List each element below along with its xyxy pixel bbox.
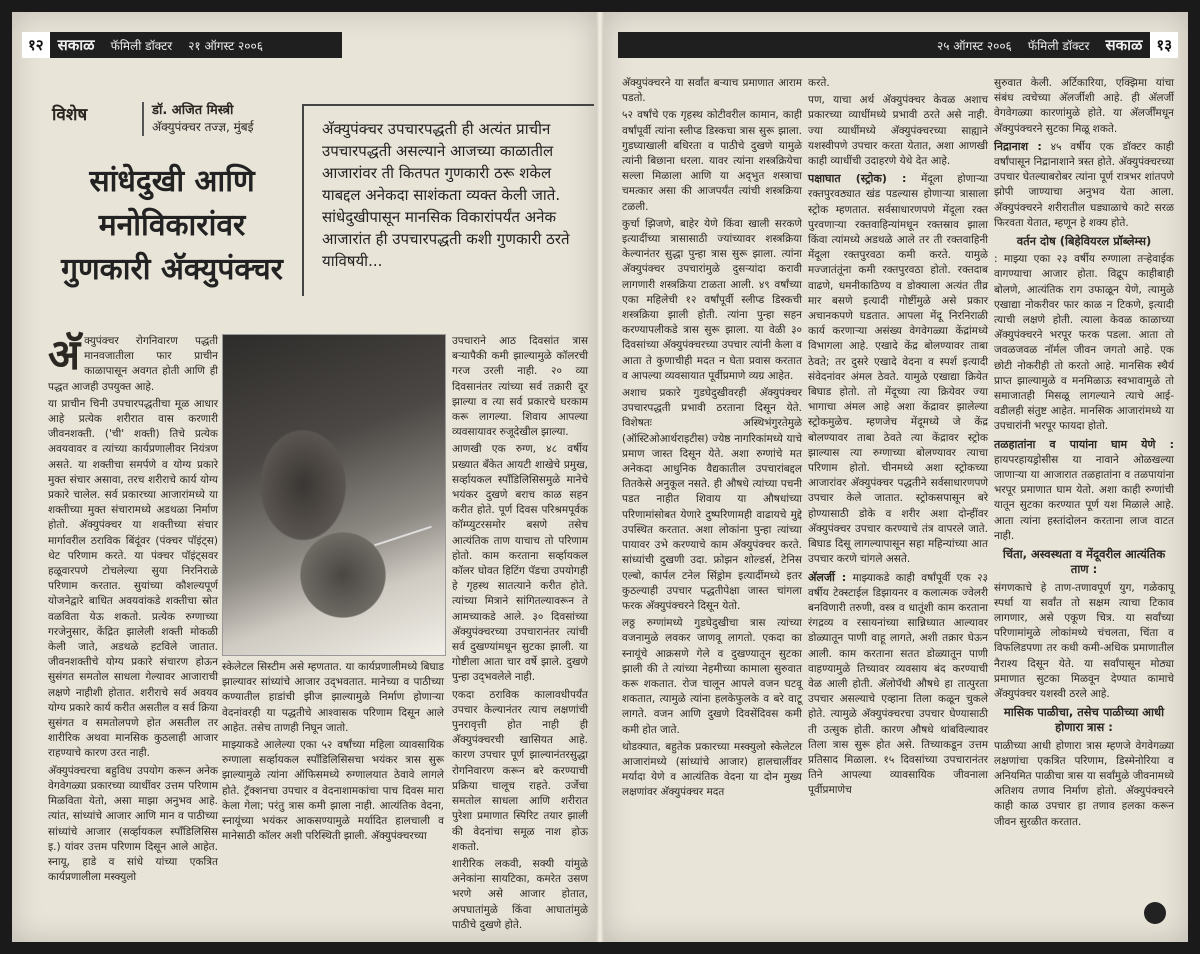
acupuncture-photo [222, 334, 446, 656]
paragraph: अ‍ॅक्युपंक्चरने या सर्वांत बऱ्याच प्रमाणात आराम पडतो. [622, 77, 802, 105]
paragraph: ४५ वर्षीय एक डॉक्टर काही वर्षांपासून निद्रानाशाने त्रस्त होते. अ‍ॅक्युपंक्चरच्या उपचार घेतल्याबरोबर त्यांना पूर्ण रात्रभर शांतपणे झोपी जाण्याचा अनुभव येता आला. अ‍ॅक्युपंक्चरने शरीरातील घड्याळाचे काटे सरळ फिरवता येतात, म्हणून हे शक्य होते. [994, 140, 1174, 229]
paragraph: संगणकाचे हे ताण-तणावपूर्ण युग, गळेकापू स्पर्धा या सर्वांत तो सक्षम त्याचा टिकाव लागणार, असे एकूण चित्र. या सर्वांच्या परिणामांमुळे लोकांमध्ये चंचलता, चिंता व विफलिडपणा तर कधी कमी-अधिक प्रमाणातील नैराश्य दिसून येते. या सर्वांपासून मोठ्या प्रमाणात सुटका मिळवून देण्यात कामाचे अ‍ॅक्युपंक्चर यशस्वी ठरले आहे. [994, 581, 1174, 700]
header-section: फॅमिली डॉक्टर [110, 38, 173, 53]
deck-text: अ‍ॅक्युपंक्चर उपचारपद्धती ही अत्यंत प्राचीन उपचारपद्धती असल्याने आजच्या काळातील आजारांवर ती कितपत गुणकारी ठरू शकेल याबद्दल अनेकदा साशंकता व्यक्त केली जाते. सांधेदुखीपासून मानसिक विकारांपर्यंत अनेक आजारांत ही उपचारपद्धती कशी गुणकारी ठरते याविषयी... [302, 104, 594, 296]
newspaper-spread [12, 12, 1188, 942]
paragraph: अशाच प्रकारे गुडघेदुखीवरही अ‍ॅक्युपंक्चर उपचारपद्धती प्रभावी ठरताना दिसून येते. विशेषतः अस्थिभंगुरतेमुळे (ऑस्टिओआर्थराइटीस) ज्येष्ठ नागरिकांमध्ये याचे प्रमाण जास्त दिसून येते. अशा रुग्णांचे मत अनेकदा आधुनिक वैद्यकातील उपचारांबद्दल तितकेसे अनुकूल नसते. ही औषधे त्यांच्या पचनी पडत नाहीत शिवाय या औषधांच्या परिणामांसोबत येणारे दुष्परिणामही वाढायचे मुद्दे उपस्थित करतात. अशा लोकांना पुन्हा त्यांच्या पायावर उभे करण्याचे काम अ‍ॅक्युपंक्चर करते. सांध्यांची दुखणी उदा. फ्रोझन शोल्डर्स, टेनिस एल्बो, कार्पल टनेल सिंड्रोम इत्यादींमध्ये इतर कुठल्याही उपचार पद्धतीपेक्षा जास्त चांगला फरक अ‍ॅक्युपंक्चरने दिसून येतो. [622, 387, 802, 612]
paragraph: माझ्याकडे काही वर्षांपूर्वी एक २३ वर्षीय टेक्स्टाईल डिझायनर व कलात्मक ज्वेलरी बनविणारी तरुणी, वस्त्र व धातूंशी काम करताना रंगद्रव्य व रसायनांच्या सान्निध्यात आल्यावर डोळ्यातून पाणी वाहू लागते, अशी तक्रार घेऊन आली. काम करताना सतत डोळ्यातून पाणी वाहण्यामुळे तिच्यावर व्यवसाय बंद करण्याची वेळ आली होती. अ‍ॅलोपॅथी औषधे हा तात्पुरता उपचार असल्याचे एव्हाना तिला कळून चुकले होते. त्यामुळे अ‍ॅक्युपंक्चरचा उपचार घेण्यासाठी ती उत्सुक होती. कारण औषधे थांबविल्यावर तिला त्रास सुरू होत असे. तिच्याकडून उत्तम प्रतिसाद मिळाला. १५ दिवसांच्या उपचारानंतर तिने आपल्या व्यावसायिक जीवनाला पूर्वीप्रमाणेच [808, 571, 988, 797]
right-header-bar [618, 32, 1178, 58]
paragraph: : माझ्या एका २३ वर्षीय रुग्णाला तऱ्हेवाईक वागण्याचा आजार होता. विद्रूप काहीबाही बोलणे, आत्यंतिक राग उफाळून येणे, त्यामुळे एखाद्या नोकरीवर फार काळ न टिकणे, इत्यादी त्याची लक्षणे होती. त्याला केवळ काळाच्या अ‍ॅक्युपंक्चरने भरपूर फरक पडला. आता तो जवळजवळ नॉर्मल जीवन जगतो आहे. एक छोटी नोकरीही तो करतो आहे. मानसिक स्थैर्य प्राप्त झाल्यामुळे व मनमिळाऊ स्वभावामुळे तो समाजातही मिसळू लागल्याने त्याचे आई-वडीलही संतुष्ट आहेत. मानसिक आजारांमध्ये या उपचारांनी भरपूर फायदा होतो. [994, 253, 1174, 433]
paragraph: पण, याचा अर्थ अ‍ॅक्युपंक्चर केवळ अशाच प्रकारच्या व्याधींमध्ये प्रभावी ठरते असे नाही. ज्या व्याधींमध्ये अ‍ॅक्युपंक्चरच्या साह्याने यशस्वीपणे उपचार करता येतात, अशा आणखी काही व्याधींची उदाहरणे येथे देत आहे. [808, 94, 988, 168]
paragraph: थोडक्यात, बहुतेक प्रकारच्या मस्क्युलो स्केलेटल आजारांमध्ये (सांध्यांचे आजार) हालचालींवर मर्यादा येणे व आत्यंतिक वेदना या दोन मुख्य लक्षणांवर अ‍ॅक्युपंक्चर मदत [622, 740, 802, 799]
left-header-bar [22, 32, 342, 58]
paragraph: या प्राचीन चिनी उपचारपद्धतीचा मूळ आधार आहे प्रत्येक शरीरात वास करणारी जीवनशक्ती. ('ची' शक्ती) तिचे प्रत्येक अवयवावर व त्यांच्या कार्यप्रणालीवर नियंत्रण असते. या शक्तीचा समर्पणे व योग्य प्रकारे मुक्त संचार असावा, तरच शरीराचे कार्य योग्य प्रकारे चालेल. सर्व प्रकारच्या आजारांमध्ये या शक्तीच्या मुक्त संचारामध्ये अडथळा निर्माण होतो. अ‍ॅक्युपंक्चर या शक्तीच्या संचार मार्गावरील ठराविक बिंदूंवर (पंक्चर पॉइंट्स) थेट परिणाम करते. या पंक्चर पॉइंट्सवर हळूवारपणे टोचलेल्या सुया निरनिराळे परिणाम करतात. सुयांच्या कौशल्यपूर्ण योजनेद्वारे बाधित अवयवांकडे शक्तीचा स्रोत वळविता येऊ शकतो. प्रत्येक रुग्णाच्या गरजेनुसार, केंद्रित झालेली शक्ती मोकळी केली जाते, अडथळे हटविले जातात. जीवनशक्तीचे योग्य प्रकारे संचारण होऊन सुसंगत समतोल साधला गेल्यावर आजाराची लक्षणे नाहीशी होतात. शरीराचे सर्व अवयव योग्य प्रकारे कार्य करीत असतील व सर्व क्रिया सुसंगत व समतोलपणे होत असतील तर शारीरिक अथवा मानसिक कुठलाही आजार राहण्याचे कारण उरत नाही. [48, 397, 218, 760]
paragraph: पाळीच्या आधी होणारा त्रास म्हणजे वेगवेगळ्या लक्षणांचा एकत्रित परिणाम, डिस्मेनोरिया व अनियमित पाळीचा त्रास या सर्वांमुळे जीवनामध्ये अतिशय तणाव निर्माण होतो. अ‍ॅक्युपंक्चरने काही काळ उपचार हा तणाव हलका करून जीवन सुरळीत करतात. [994, 739, 1174, 828]
subheading-insomnia: निद्रानाश : [994, 139, 1042, 153]
right-page [604, 12, 1188, 942]
author-title: अ‍ॅक्युपंक्चर तज्ज्ञ, मुंबई [152, 120, 254, 134]
end-mark-icon [1144, 902, 1166, 924]
right-column-3 [994, 76, 1174, 924]
right-column-1 [622, 76, 802, 924]
subheading-stress: चिंता, अस्वस्थता व मेंदूवरील आत्यंतिक ताण : [1002, 547, 1166, 577]
page-number: १२ [22, 32, 50, 58]
subheading-menstrual: मासिक पाळीचा, तसेच पाळीच्या आधी होणारा त्रास : [1003, 705, 1165, 735]
left-page [12, 12, 596, 942]
subheading-behaviour: वर्तन दोष (बिहेवियरल प्रॉब्लेम्स) [1016, 234, 1152, 249]
left-column-3 [452, 334, 588, 931]
headline: सांधेदुखी आणि मनोविकारांवर गुणकारी अ‍ॅक्युपंक्चर [61, 164, 283, 287]
subheading-allergy: अ‍ॅलर्जी : [808, 570, 847, 584]
header-section: फॅमिली डॉक्टर [1027, 38, 1090, 53]
paragraph: लठ्ठ रुग्णांमध्ये गुडघेदुखीचा त्रास त्यांच्या वजनामुळे लवकर जाणवू लागतो. एकदा का स्नायूंचे आक्रसणे गेले व दुखण्यातून सुटका झाली की ते त्यांच्या नेहमीच्या कामाला सुरुवात करू शकतात. रोज चालून आपले वजन घटवू शकतात, त्यामुळे त्यांना हलकेफुलके व बरे वाटू लागते. वजन आणि दुखणे दिवसेंदिवस कमी कमी होत जाते. [622, 617, 802, 736]
page-number: १३ [1150, 32, 1178, 58]
paragraph: स्केलेटल सिस्टीम असे म्हणतात. या कार्यप्रणालीमध्ये बिघाड झाल्यावर सांध्यांचे आजार उद्‍भवतात. मानेच्या व पाठीच्या कण्यातील हाडांची झीज झाल्यामुळे निर्माण होणाऱ्या वेदनांवरही या पद्धतीचे आश्वासक परिणाम दिसून आले आहेत. तसेच ताणही निघून जातो. [222, 661, 444, 734]
left-column-1 [48, 330, 218, 924]
paragraph: करते. [808, 77, 830, 89]
header-date: २१ ऑगस्ट २००६ [188, 38, 264, 53]
page-gutter [596, 12, 604, 942]
paragraph: मेंदूला होणाऱ्या रक्तपुरवठ्यात खंड पडल्यास होणाऱ्या त्रासाला स्ट्रोक म्हणतात. सर्वसाधारणपणे मेंदूला रक्त पुरवणाऱ्या रक्तवाहिन्यांमधून रक्तस्राव झाला किंवा त्यांमध्ये अडथळे आले तर ती रक्तवाहिनी मेंदूला रक्तपुरवठा कमी करते. यामुळे मज्जातंतूंना कमी रक्तपुरवठा होतो. रक्तदाब वाढणे, धमनीकाठिण्य व डोक्याला अत्यंत तीव्र मार बसणे इत्यादी गोष्टींमुळे असे प्रकार अचानकपणे घडतात. आपला मेंदू निरनिराळी कार्य करणाऱ्या असंख्य वेगवेगळ्या केंद्रांमध्ये विभागला आहे. एखादे केंद्र बोलण्यावर ताबा ठेवते; तर दुसरे एखादे वेदना व स्पर्श इत्यादी संवेदनांवर अंमल ठेवते. यामुळे एखाद्या क्रियेत बिघाड होतो. तो मेंदूच्या त्या क्रियेवर ज्या भागाचा अंमल आहे अशा केंद्रावर झालेल्या स्ट्रोकमुळेच. म्हणजेच मेंदूमध्ये जे केंद्र बोलण्यावर ताबा ठेवते त्या केंद्रावर स्ट्रोक झाल्यास त्या रुग्णाच्या बोलण्यावर त्याचा परिणाम होतो. चीनमध्ये अशा स्ट्रोकच्या आजारांवर अ‍ॅक्युपंक्चर पद्धतीने सर्वसाधारणपणे उपचार केले जातात. स्ट्रोकसपासून बरे होण्यासाठी डोके व शरीर अशा दोन्हींवर अ‍ॅक्युपंक्चर उपचार करण्याचे तंत्र वापरले जाते. बिघाड दिसू लागल्यापासून सहा महिन्यांच्या आत उपचार करणे चांगले असते. [808, 173, 988, 566]
author-name: डॉ. अजित मिस्त्री [152, 103, 234, 118]
paragraph: आणखी एक रुग्ण, ४८ वर्षीय प्रख्यात बॅंकेत आयटी शाखेचे प्रमुख, सर्व्हायकल स्पॉंडिलिसिसमुळे मानेचे भयंकर दुखणे बराच काळ सहन करीत होते. पूर्ण दिवस परिश्रमपूर्वक कॉम्प्युटरसमोर बसणे तसेच आत्यंतिक ताण याचाच तो परिणाम होतो. काम करताना सर्व्हायकल कॉलर घोवत हिटिंग पॅडचा उपयोगही हे गृहस्थ सातत्याने करीत होते. त्यांच्या मित्राने सांगितल्यावरून ते आमच्याकडे आले. ३० दिवसांच्या अ‍ॅक्युपंक्चरच्या उपचारानंतर त्यांची सर्व दुखण्यांमधून सुटका झाली. या गोष्टीला आता चार वर्षे झाले. दुखणे पुन्हा उद्‍भवलेले नाही. [452, 443, 588, 684]
paragraph: ५२ वर्षांचे एक गृहस्थ कोटीवरील कामान, काही वर्षांपूर्वी त्यांना स्लीप्ड डिस्कचा त्रास सुरू झाला. गुडघ्याखाली बधिरता व पाठीचे दुखणे यामुळे त्यांनी बिछाना धरला. यावर त्यांना शस्त्रक्रियेचा सल्ला मिळाला आणि या अद्‍भुत शस्त्राचा चमत्कार असा की आजपर्यंत त्यांची शस्त्रक्रिया टळली. [622, 109, 802, 213]
header-date: २५ ऑगस्ट २००६ [936, 38, 1012, 53]
paragraph: अ‍ॅक्युपंक्चरचा बहुविध उपयोग करून अनेक वेगवेगळ्या प्रकारच्या व्याधींवर उत्तम परिणाम मिळविता येतो, असा माझा अनुभव आहे. त्यांत, सांध्यांचे आजार आणि मान व पाठीच्या सांध्यांचे आजार (सर्व्हायकल स्पॉंडिलिसिस इ.) यांवर उत्तम परिणाम दिसून आले आहेत. स्नायू, हाडे व सांधे यांच्या एकत्रित कार्यप्रणालीला मस्क्युलो [48, 764, 218, 884]
paragraph: क्युपंक्चर रोगनिवारण पद्धती मानवजातीला फार प्राचीन काळापासून अवगत होती आणि ही पद्धत आजही उपयुक्त आहे. [48, 335, 218, 393]
paragraph: शारीरिक लकवी, सक्यी यांमुळे अनेकांना सायटिका, कमरेत उसण भरणे असे आजार होतात, अपघातांमुळे किंवा आघातांमुळे पाठीचे दुखणे होते. [452, 857, 588, 931]
paragraph: हायपरहायड्रोसीस या नावाने ओळखल्या जाणाऱ्या या आजारात तळहातांना व तळपायांना भरपूर प्रमाणात घाम येतो. अशा काही रुग्णांची यातून सुटका करण्यात पूर्ण यश मिळाले आहे. आता त्यांना हस्तांदोलन करताना लाज वाटत नाही. [994, 453, 1174, 542]
paragraph: सुरुवात केली. अर्टिकारिया, एक्झिमा यांचा संबंध त्वचेच्या अ‍ॅलर्जीशी आहे. ही अ‍ॅलर्जी वेगवेगळ्या कारणांमुळे होते. या अ‍ॅलर्जींमधून अ‍ॅक्युपंक्चरने सुटका मिळू शकते. [994, 77, 1174, 135]
needle-graphic [374, 526, 432, 546]
brand-name: सकाळ [57, 36, 95, 54]
subheading-hyperhidrosis: तळहातांना व पायांना घाम येणे : [994, 437, 1174, 451]
drop-cap: अ‍ॅ [48, 330, 81, 379]
brand-name: सकाळ [1105, 36, 1143, 54]
byline [142, 102, 254, 136]
paragraph: माझ्याकडे आलेल्या एका ५२ वर्षांच्या महिला व्यावसायिक रुग्णाला सर्व्हायकल स्पॉंडिलिसिसचा भयंकर त्रास सुरू झाल्यामुळे त्यांना ऑफिसमध्ये रुग्णालयात ठेवावे लागले होते. ट्रॅक्शनचा उपचार व वेदनाशामकांचा पाच दिवस मारा केला गेला; परंतु त्रास कमी झाला नाही. आत्यंतिक वेदना, स्नायूंच्या भयंकर आकसण्यामुळे मर्यादित हालचाली व मानेसाठी कॉलर अशी परिस्थिती झाली. अ‍ॅक्युपंक्चरच्या [222, 739, 444, 843]
paragraph: उपचाराने आठ दिवसांत त्रास बऱ्यापैकी कमी झाल्यामुळे कॉलरची गरज उरली नाही. २० व्या दिवसानंतर त्यांच्या सर्व तक्रारी दूर झाल्या व त्या सर्व प्रकारचे घरकाम करू लागल्या. शिवाय आपल्या व्यवसायावर रुजूदेखील झाल्या. [452, 335, 588, 439]
section-label: विशेष [52, 105, 88, 125]
subheading-stroke: पक्षाघात (स्ट्रोक) : [808, 172, 907, 186]
right-column-2 [808, 76, 988, 924]
paragraph: एकदा ठराविक कालावधीपर्यंत उपचार केल्यानंतर त्याच लक्षणांची पुनरावृत्ती होत नाही ही अ‍ॅक्युपंक्चरची खासियत आहे. कारण उपचार पूर्ण झाल्यानंतरसुद्धा रोगनिवारण करून बरे करण्याची प्रक्रिया चालूच राहते. उर्जेचा समतोल साधला आणि शरीरात पुरेशा प्रमाणात स्पिरिट तयार झाली की वेदनांचा समूळ नाश होऊ शकतो. [452, 688, 588, 853]
left-column-2 [222, 660, 444, 924]
paragraph: कुर्चा झिजणे, बाहेर येणे किंवा खाली सरकणे इत्यादींच्या त्रासासाठी ज्यांच्यावर शस्त्रक्रिया केल्यानंतर सुद्धा पुन्हा त्रास सुरू झाला. त्यांना अ‍ॅक्युपंक्चर उपचारांमुळे दुसऱ्यांदा करावी लागणारी शस्त्रक्रिया टाळता आली. ४९ वर्षांच्या एका महिलेची १२ वर्षांपूर्वी स्लीप्ड डिस्कची शस्त्रक्रिया झाली होती. त्यांना पुन्हा सहन करण्यापलीकडे त्रास सुरू झाला. या वेळी ३० दिवसांच्या अ‍ॅक्युपंक्चरच्या उपचार त्यांनी केला व आता ते कुणाचीही मदत न घेता प्रवास करतात व आपल्या व्यवसायात पूर्वीप्रमाणे व्यग्र आहेत. [622, 217, 802, 382]
